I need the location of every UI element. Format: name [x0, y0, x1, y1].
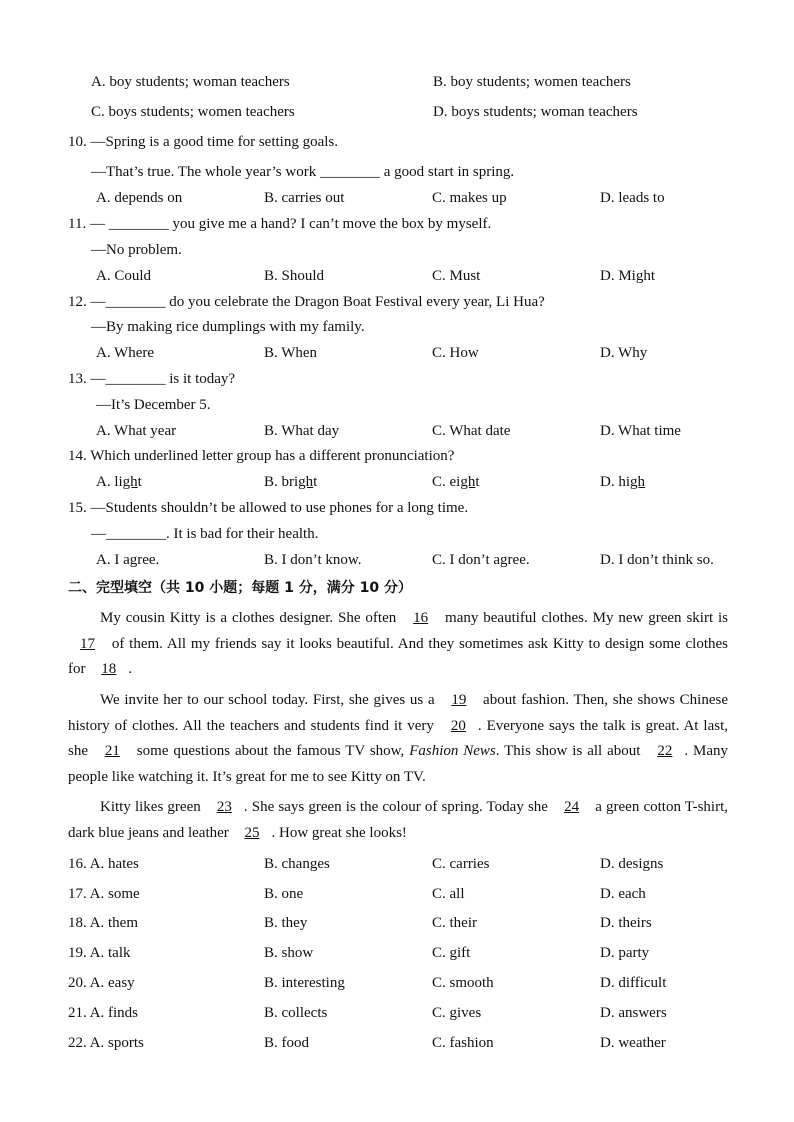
q13-option-b: B. What day: [264, 423, 340, 439]
cloze-18-option-a: 18. A. them: [68, 915, 138, 931]
q9-option-a: A. boy students; woman teachers: [91, 74, 290, 90]
cloze-21-option-b: B. collects: [264, 1005, 328, 1021]
q12-reply: —By making rice dumplings with my family.: [91, 319, 365, 335]
q15-blank: ________: [106, 526, 166, 542]
cloze-16-option-c: C. carries: [432, 856, 490, 872]
q10-option-a: A. depends on: [96, 190, 183, 206]
q14-option-a: A. light: [96, 474, 142, 490]
show-title: Fashion News: [409, 743, 496, 760]
blank-22: 22: [657, 743, 673, 760]
passage-paragraph-3: Kitty likes green 23 . She says green is the colour of spring. Today she 24 a green cotton T-shirt, dark blue jeans and leather 25 . How great she looks!: [68, 795, 728, 846]
blank-18: 18: [101, 661, 117, 678]
passage-paragraph-1: My cousin Kitty is a clothes designer. She often 16 many beautiful clothes. My new green skirt is 17 of them. All my friends say it looks beautiful. And they sometimes ask Kitty to design some clothes for 18 .: [68, 606, 728, 683]
q14-stem: 14. Which underlined letter group has a different pronunciation?: [68, 448, 455, 464]
blank-25: 25: [244, 824, 260, 841]
q12-option-b: B. When: [264, 345, 318, 361]
q11-option-b: B. Should: [264, 268, 325, 284]
q10-stem: 10. —Spring is a good time for setting goals.: [68, 134, 338, 150]
q11-reply: —No problem.: [91, 242, 182, 258]
blank-17: 17: [80, 635, 95, 652]
cloze-18-option-d: D. theirs: [600, 915, 652, 931]
q13-blank: ________: [105, 371, 166, 387]
cloze-20-option-a: 20. A. easy: [68, 975, 135, 991]
blank-20: 20: [450, 717, 466, 734]
q12-option-a: A. Where: [96, 345, 155, 361]
cloze-18-option-b: B. they: [264, 915, 308, 931]
q12-option-d: D. Why: [600, 345, 648, 361]
q13-option-c: C. What date: [432, 423, 511, 439]
cloze-20-option-d: D. difficult: [600, 975, 667, 991]
q13-option-d: D. What time: [600, 423, 681, 439]
q15-reply: —________. It is bad for their health.: [91, 526, 319, 542]
q15-option-b: B. I don’t know.: [264, 552, 362, 568]
cloze-19-option-d: D. party: [600, 945, 650, 961]
blank-19: 19: [451, 692, 467, 708]
cloze-18-option-c: C. their: [432, 915, 477, 931]
cloze-20-option-b: B. interesting: [264, 975, 345, 991]
q15-option-a: A. I agree.: [96, 552, 160, 568]
cloze-22-option-b: B. food: [264, 1035, 309, 1051]
passage-paragraph-2: We invite her to our school today. First, she gives us a 19 about fashion. Then, she shows Chinese history of clothes. All the teachers and students find it very 20 . Everyone says the talk is great. At last, she 21 some questions about the famous TV show, Fashion News. This show is all about 22 . Many people like watching it. It’s great for me to see Kitty on TV.: [68, 688, 728, 790]
blank-23: 23: [216, 799, 232, 815]
q14-option-c: C. eight: [432, 474, 480, 490]
cloze-19-option-a: 19. A. talk: [68, 945, 131, 961]
cloze-21-option-c: C. gives: [432, 1005, 482, 1021]
blank-16: 16: [413, 610, 429, 626]
q12-blank: ________: [105, 294, 166, 310]
q11-blank: ________: [108, 216, 169, 232]
q11-option-c: C. Must: [432, 268, 481, 284]
q10-option-c: C. makes up: [432, 190, 507, 206]
q13-reply: —It’s December 5.: [96, 397, 211, 413]
q11-stem: 11. — ________ you give me a hand? I can’t move the box by myself.: [68, 216, 492, 232]
q11-option-a: A. Could: [96, 268, 152, 284]
cloze-17-option-d: D. each: [600, 886, 646, 902]
cloze-22-option-c: C. fashion: [432, 1035, 494, 1051]
cloze-17-option-c: C. all: [432, 886, 465, 902]
cloze-22-option-d: D. weather: [600, 1035, 666, 1051]
cloze-16-option-a: 16. A. hates: [68, 856, 139, 872]
q15-option-c: C. I don’t agree.: [432, 552, 530, 568]
cloze-19-option-b: B. show: [264, 945, 314, 961]
cloze-21-option-a: 21. A. finds: [68, 1005, 139, 1021]
q10-option-d: D. leads to: [600, 190, 665, 206]
cloze-22-option-a: 22. A. sports: [68, 1035, 144, 1051]
cloze-20-option-c: C. smooth: [432, 975, 494, 991]
cloze-17-option-b: B. one: [264, 886, 304, 902]
q9-option-c: C. boys students; women teachers: [91, 104, 295, 120]
blank-21: 21: [104, 743, 120, 760]
section-heading: 二、完型填空（共 10 小题；每题 1 分，满分 10 分）: [68, 580, 412, 596]
q13-option-a: A. What year: [96, 423, 177, 439]
cloze-17-option-a: 17. A. some: [68, 886, 140, 902]
q10-reply: —That’s true. The whole year’s work ________ a good start in spring.: [91, 164, 515, 180]
q9-option-b: B. boy students; women teachers: [433, 74, 631, 90]
q14-option-d: D. high: [600, 474, 645, 490]
q12-stem: 12. —________ do you celebrate the Dragon Boat Festival every year, Li Hua?: [68, 294, 545, 310]
q10-option-b: B. carries out: [264, 190, 345, 206]
q15-stem: 15. —Students shouldn’t be allowed to use phones for a long time.: [68, 500, 469, 516]
q12-option-c: C. How: [432, 345, 479, 361]
q15-option-d: D. I don’t think so.: [600, 552, 714, 568]
q10-blank: ________: [319, 164, 380, 180]
cloze-16-option-b: B. changes: [264, 856, 330, 872]
cloze-19-option-c: C. gift: [432, 945, 471, 961]
blank-24: 24: [564, 799, 580, 815]
cloze-16-option-d: D. designs: [600, 856, 664, 872]
cloze-21-option-d: D. answers: [600, 1005, 667, 1021]
q13-stem: 13. —________ is it today?: [68, 371, 236, 387]
q14-option-b: B. bright: [264, 474, 318, 490]
q11-option-d: D. Might: [600, 268, 656, 284]
q9-option-d: D. boys students; woman teachers: [433, 104, 638, 120]
